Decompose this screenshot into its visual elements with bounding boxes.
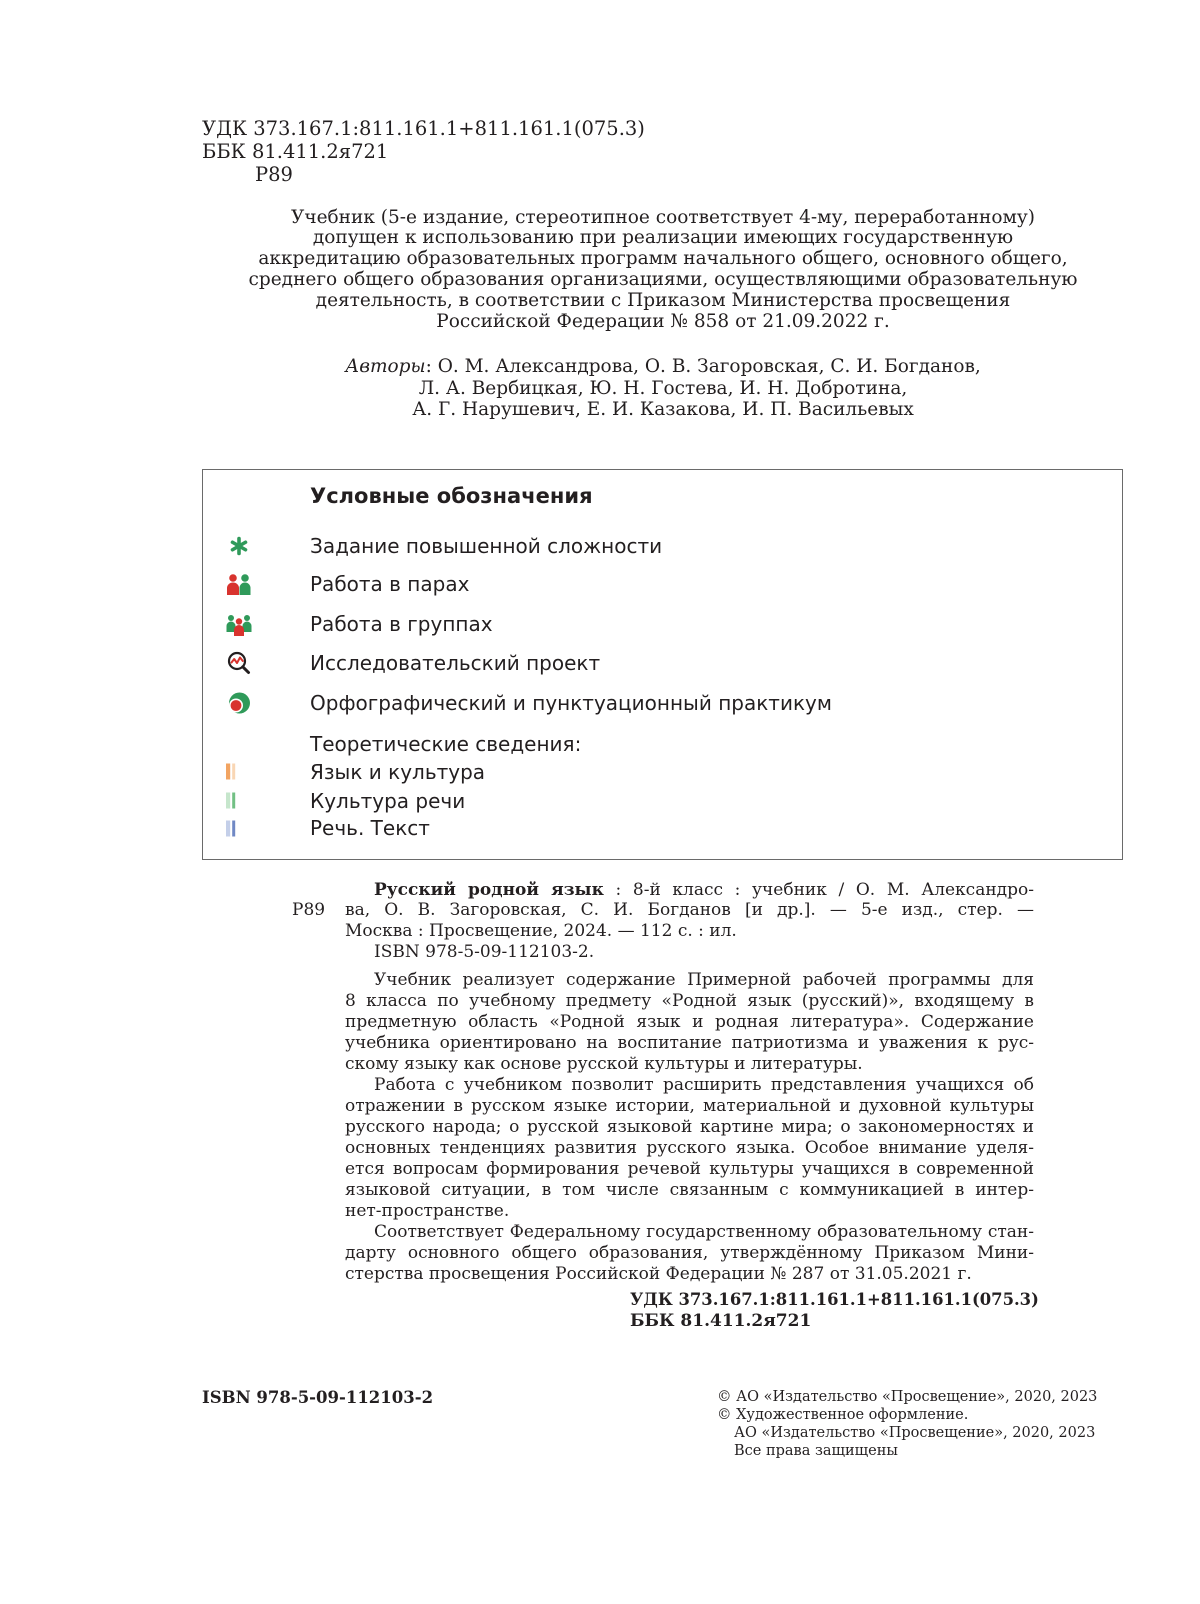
footer-isbn-block xyxy=(202,1388,522,1408)
bib-author-mark: Р89 xyxy=(292,900,326,920)
annotation-line: нет-пространстве. xyxy=(345,1200,510,1221)
annotation-line: ется вопросам формирования речевой культуры учащихся в современной xyxy=(345,1158,1034,1179)
bib-udc-code: УДК 373.167.1:811.161.1+811.161.1(075.3) xyxy=(630,1290,1039,1309)
legend-item-advanced-task xyxy=(203,533,1122,559)
legend-theory-heading-row xyxy=(203,731,1122,757)
classification-header xyxy=(202,117,902,186)
annotation-line: Соответствует Федеральному государственному образовательному стан- xyxy=(374,1221,1034,1242)
research-project-icon xyxy=(225,650,252,676)
legend-theory-heading: Теоретические сведения: xyxy=(310,732,582,757)
bib-line-rest: : 8-й класс : учебник / О. М. Александро- xyxy=(603,879,1034,900)
copyright-line: © АО «Издательство «Просвещение», 2020, 2023 xyxy=(717,1389,1098,1405)
approval-line: допущен к использованию при реализации имеющих государственную xyxy=(312,227,1014,249)
spelling-practicum-icon xyxy=(225,690,252,716)
bib-record xyxy=(345,880,1034,963)
annotation-line: русского народа; о русской языковой картине мира; о закономерностях и xyxy=(345,1116,1034,1137)
legend-item-label: Исследовательский проект xyxy=(310,651,601,676)
bib-isbn-line: ISBN 978-5-09-112103-2. xyxy=(374,941,595,962)
annotation-line: языковой ситуации, в том числе связанным с коммуникацией в интер- xyxy=(345,1179,1034,1200)
approval-line: Учебник (5-е издание, стереотипное соответствует 4-му, переработанному) xyxy=(291,206,1035,228)
authors-block xyxy=(163,356,1163,421)
authors-line: А. Г. Нарушевич, Е. И. Казакова, И. П. Васильевых xyxy=(412,399,914,420)
footer-isbn: ISBN 978-5-09-112103-2 xyxy=(202,1388,434,1407)
bib-classification xyxy=(630,1289,1040,1332)
legend-item-label: Речь. Текст xyxy=(310,816,430,841)
spelling-practicum-icon-graphic xyxy=(227,691,251,715)
pair-work-icon-graphic xyxy=(226,573,252,596)
bib-annotation xyxy=(345,970,1034,1285)
asterisk-icon xyxy=(225,533,252,559)
legend-box xyxy=(202,469,1123,860)
approval-line: среднего общего образования организациями, осуществляющими образовательную xyxy=(248,269,1078,291)
authors-names: : О. М. Александрова, О. В. Загоровская, С. И. Богданов, xyxy=(425,356,981,377)
legend-item-speech-culture xyxy=(203,788,1122,814)
copyright-line: Все права защищены xyxy=(734,1443,898,1459)
approval-line: аккредитацию образовательных программ начального общего, основного общего, xyxy=(258,248,1068,270)
legend-item-speech-text xyxy=(203,815,1122,841)
group-work-icon xyxy=(225,611,252,637)
annotation-line: Работа с учебником позволит расширить представления учащихся об xyxy=(374,1074,1034,1095)
group-work-icon-graphic xyxy=(226,613,252,636)
copyright-line: АО «Издательство «Просвещение», 2020, 2023 xyxy=(734,1425,1096,1441)
annotation-line: дарту основного общего образования, утверждённому Приказом Мини- xyxy=(345,1242,1034,1263)
bbk-code: ББК 81.411.2я721 xyxy=(202,139,389,163)
bib-line: ва, О. В. Загоровская, С. И. Богданов [и др.]. — 5-е изд., стер. — xyxy=(345,900,1034,921)
legend-item-label: Задание повышенной сложности xyxy=(310,533,663,558)
legend-item-research-project xyxy=(203,650,1122,676)
blue-bars-icon xyxy=(224,815,238,841)
legend-item-pair-work xyxy=(203,571,1122,597)
annotation-line: Учебник реализует содержание Примерной рабочей программы для xyxy=(374,969,1034,990)
legend-item-label: Язык и культура xyxy=(310,759,486,784)
orange-bars-icon-graphic xyxy=(225,763,237,780)
pair-work-icon xyxy=(225,571,252,597)
green-bars-icon xyxy=(224,788,238,814)
annotation-line: стерства просвещения Российской Федерации № 287 от 31.05.2021 г. xyxy=(345,1263,972,1284)
author-mark: Р89 xyxy=(255,162,293,186)
research-project-icon-graphic xyxy=(227,651,251,675)
authors-line xyxy=(163,356,1163,378)
orange-bars-icon xyxy=(224,759,238,785)
bib-title: Русский родной язык xyxy=(374,879,604,900)
udc-code: УДК 373.167.1:811.161.1+811.161.1(075.3) xyxy=(202,116,645,140)
legend-item-spelling-practicum xyxy=(203,690,1122,716)
blue-bars-icon-graphic xyxy=(225,820,237,837)
bib-bbk-code: ББК 81.411.2я721 xyxy=(630,1310,812,1331)
annotation-line: предметную область «Родной язык и родная литература». Содержание xyxy=(345,1011,1034,1032)
authors-line: Л. А. Вербицкая, Ю. Н. Гостева, И. Н. Добротина, xyxy=(418,377,908,399)
annotation-line: основных тенденциях развития русского языка. Особое внимание уделя- xyxy=(345,1137,1034,1158)
legend-item-label: Орфографический и пунктуационный практикум xyxy=(310,691,832,716)
bib-line xyxy=(345,880,1034,901)
bib-line: Москва : Просвещение, 2024. — 112 с. : ил. xyxy=(345,921,737,942)
authors-label: Авторы xyxy=(345,356,426,377)
legend-title: Условные обозначения xyxy=(310,483,593,508)
green-bars-icon-graphic xyxy=(225,792,237,809)
legend-item-language-culture xyxy=(203,759,1122,785)
copyright-line: © Художественное оформление. xyxy=(717,1407,969,1423)
annotation-line: скому языку как основе русской культуры и литературы. xyxy=(345,1053,863,1074)
legend-item-label: Культура речи xyxy=(310,788,466,813)
annotation-line: 8 класса по учебному предмету «Родной язык (русский)», входящему в xyxy=(345,990,1034,1011)
approval-notice xyxy=(163,208,1163,333)
approval-line: Российской Федерации № 858 от 21.09.2022 г. xyxy=(436,311,890,333)
annotation-line: учебника ориентировано на воспитание патриотизма и уважения к рус- xyxy=(345,1032,1034,1053)
copyright-block xyxy=(717,1388,1124,1460)
legend-item-label: Работа в парах xyxy=(310,572,470,597)
approval-line: деятельность, в соответствии с Приказом Министерства просвещения xyxy=(315,290,1011,312)
legend-item-label: Работа в группах xyxy=(310,612,493,637)
asterisk-icon-graphic xyxy=(229,536,249,556)
annotation-line: отражении в русском языке истории, материальной и духовной культуры xyxy=(345,1095,1034,1116)
legend-item-group-work xyxy=(203,611,1122,637)
